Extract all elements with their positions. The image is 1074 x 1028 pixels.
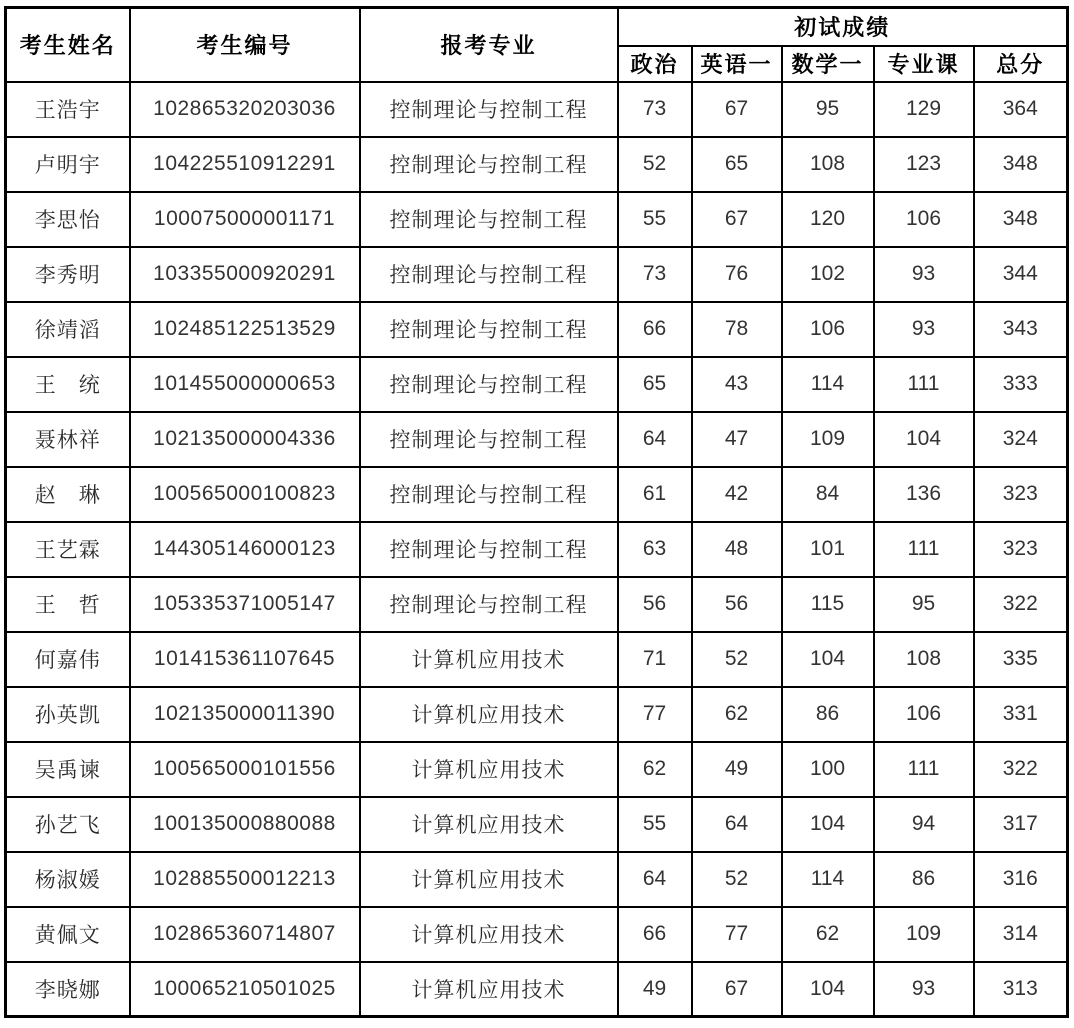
cell-candidate-name: 孙艺飞 <box>6 797 130 852</box>
cell-candidate-name: 李思怡 <box>6 192 130 247</box>
column-group-header-initial-exam-scores: 初试成绩 <box>618 8 1068 46</box>
cell-major-course-score: 111 <box>874 357 974 412</box>
cell-applied-major: 控制理论与控制工程 <box>360 82 618 137</box>
cell-math-score: 62 <box>782 907 874 962</box>
cell-applied-major: 控制理论与控制工程 <box>360 357 618 412</box>
cell-candidate-id: 101415361107645 <box>130 632 360 687</box>
cell-english-score: 48 <box>692 522 782 577</box>
cell-politics-score: 64 <box>618 852 692 907</box>
column-header-major-course: 专业课 <box>874 46 974 82</box>
cell-applied-major: 控制理论与控制工程 <box>360 247 618 302</box>
cell-total-score: 313 <box>974 962 1068 1017</box>
cell-major-course-score: 136 <box>874 467 974 522</box>
cell-applied-major: 控制理论与控制工程 <box>360 412 618 467</box>
cell-math-score: 120 <box>782 192 874 247</box>
cell-politics-score: 77 <box>618 687 692 742</box>
cell-total-score: 333 <box>974 357 1068 412</box>
cell-candidate-name: 吴禹谏 <box>6 742 130 797</box>
cell-politics-score: 49 <box>618 962 692 1017</box>
cell-candidate-name: 王艺霖 <box>6 522 130 577</box>
cell-candidate-name: 黄佩文 <box>6 907 130 962</box>
cell-math-score: 115 <box>782 577 874 632</box>
cell-candidate-name: 徐靖滔 <box>6 302 130 357</box>
cell-major-course-score: 106 <box>874 192 974 247</box>
cell-candidate-id: 100565000100823 <box>130 467 360 522</box>
cell-politics-score: 62 <box>618 742 692 797</box>
cell-major-course-score: 129 <box>874 82 974 137</box>
cell-math-score: 104 <box>782 962 874 1017</box>
table-row <box>6 577 1068 632</box>
cell-english-score: 67 <box>692 82 782 137</box>
cell-english-score: 43 <box>692 357 782 412</box>
cell-total-score: 324 <box>974 412 1068 467</box>
column-header-total-score: 总分 <box>974 46 1068 82</box>
cell-math-score: 100 <box>782 742 874 797</box>
table-row <box>6 302 1068 357</box>
cell-applied-major: 计算机应用技术 <box>360 962 618 1017</box>
column-header-candidate-name: 考生姓名 <box>6 8 130 82</box>
cell-candidate-id: 102485122513529 <box>130 302 360 357</box>
table-row <box>6 522 1068 577</box>
cell-total-score: 343 <box>974 302 1068 357</box>
cell-politics-score: 65 <box>618 357 692 412</box>
cell-major-course-score: 111 <box>874 522 974 577</box>
cell-english-score: 76 <box>692 247 782 302</box>
cell-candidate-name: 李晓娜 <box>6 962 130 1017</box>
cell-math-score: 109 <box>782 412 874 467</box>
exam-results-table <box>4 6 1069 1018</box>
cell-candidate-id: 100135000880088 <box>130 797 360 852</box>
cell-politics-score: 73 <box>618 247 692 302</box>
cell-candidate-id: 100065210501025 <box>130 962 360 1017</box>
cell-english-score: 62 <box>692 687 782 742</box>
cell-politics-score: 61 <box>618 467 692 522</box>
table-row <box>6 797 1068 852</box>
cell-major-course-score: 109 <box>874 907 974 962</box>
cell-candidate-name: 王 统 <box>6 357 130 412</box>
cell-math-score: 95 <box>782 82 874 137</box>
cell-math-score: 104 <box>782 797 874 852</box>
cell-english-score: 56 <box>692 577 782 632</box>
cell-total-score: 335 <box>974 632 1068 687</box>
cell-candidate-name: 孙英凯 <box>6 687 130 742</box>
cell-applied-major: 计算机应用技术 <box>360 687 618 742</box>
cell-major-course-score: 123 <box>874 137 974 192</box>
cell-candidate-id: 104225510912291 <box>130 137 360 192</box>
cell-applied-major: 计算机应用技术 <box>360 742 618 797</box>
table-row <box>6 907 1068 962</box>
cell-english-score: 67 <box>692 192 782 247</box>
header-row-group <box>6 8 1068 46</box>
cell-total-score: 348 <box>974 192 1068 247</box>
cell-applied-major: 控制理论与控制工程 <box>360 522 618 577</box>
cell-total-score: 316 <box>974 852 1068 907</box>
table-row <box>6 632 1068 687</box>
cell-total-score: 317 <box>974 797 1068 852</box>
cell-english-score: 64 <box>692 797 782 852</box>
cell-english-score: 49 <box>692 742 782 797</box>
column-header-math-one: 数学一 <box>782 46 874 82</box>
cell-total-score: 344 <box>974 247 1068 302</box>
table-row <box>6 962 1068 1017</box>
table-row <box>6 192 1068 247</box>
cell-politics-score: 71 <box>618 632 692 687</box>
cell-candidate-name: 李秀明 <box>6 247 130 302</box>
cell-candidate-id: 102135000004336 <box>130 412 360 467</box>
cell-total-score: 364 <box>974 82 1068 137</box>
cell-applied-major: 计算机应用技术 <box>360 852 618 907</box>
cell-applied-major: 计算机应用技术 <box>360 632 618 687</box>
cell-math-score: 106 <box>782 302 874 357</box>
cell-politics-score: 64 <box>618 412 692 467</box>
cell-english-score: 67 <box>692 962 782 1017</box>
table-row <box>6 82 1068 137</box>
cell-major-course-score: 94 <box>874 797 974 852</box>
cell-candidate-name: 何嘉伟 <box>6 632 130 687</box>
cell-applied-major: 控制理论与控制工程 <box>360 467 618 522</box>
cell-major-course-score: 86 <box>874 852 974 907</box>
cell-politics-score: 66 <box>618 302 692 357</box>
cell-math-score: 114 <box>782 852 874 907</box>
cell-english-score: 78 <box>692 302 782 357</box>
cell-applied-major: 计算机应用技术 <box>360 797 618 852</box>
cell-total-score: 323 <box>974 467 1068 522</box>
cell-politics-score: 55 <box>618 192 692 247</box>
cell-candidate-id: 100075000001171 <box>130 192 360 247</box>
cell-math-score: 102 <box>782 247 874 302</box>
cell-math-score: 101 <box>782 522 874 577</box>
table-row <box>6 247 1068 302</box>
cell-english-score: 42 <box>692 467 782 522</box>
cell-applied-major: 计算机应用技术 <box>360 907 618 962</box>
cell-candidate-id: 102135000011390 <box>130 687 360 742</box>
cell-english-score: 77 <box>692 907 782 962</box>
cell-candidate-name: 卢明宇 <box>6 137 130 192</box>
cell-major-course-score: 93 <box>874 302 974 357</box>
cell-math-score: 114 <box>782 357 874 412</box>
cell-total-score: 322 <box>974 577 1068 632</box>
cell-candidate-id: 103355000920291 <box>130 247 360 302</box>
cell-candidate-id: 101455000000653 <box>130 357 360 412</box>
table-row <box>6 687 1068 742</box>
table-row <box>6 467 1068 522</box>
cell-candidate-name: 聂林祥 <box>6 412 130 467</box>
column-header-politics: 政治 <box>618 46 692 82</box>
cell-applied-major: 控制理论与控制工程 <box>360 192 618 247</box>
table-row <box>6 357 1068 412</box>
cell-candidate-id: 102865360714807 <box>130 907 360 962</box>
table-row <box>6 852 1068 907</box>
cell-candidate-name: 杨淑媛 <box>6 852 130 907</box>
cell-applied-major: 控制理论与控制工程 <box>360 137 618 192</box>
cell-candidate-id: 105335371005147 <box>130 577 360 632</box>
table-body <box>6 82 1068 1017</box>
cell-politics-score: 56 <box>618 577 692 632</box>
cell-total-score: 322 <box>974 742 1068 797</box>
cell-politics-score: 55 <box>618 797 692 852</box>
cell-math-score: 108 <box>782 137 874 192</box>
cell-total-score: 314 <box>974 907 1068 962</box>
cell-major-course-score: 108 <box>874 632 974 687</box>
table-row <box>6 742 1068 797</box>
cell-candidate-id: 102865320203036 <box>130 82 360 137</box>
cell-english-score: 65 <box>692 137 782 192</box>
column-header-english-one: 英语一 <box>692 46 782 82</box>
cell-major-course-score: 93 <box>874 962 974 1017</box>
cell-candidate-id: 100565000101556 <box>130 742 360 797</box>
cell-major-course-score: 106 <box>874 687 974 742</box>
cell-english-score: 52 <box>692 632 782 687</box>
table-row <box>6 412 1068 467</box>
cell-total-score: 348 <box>974 137 1068 192</box>
cell-major-course-score: 111 <box>874 742 974 797</box>
cell-politics-score: 66 <box>618 907 692 962</box>
cell-politics-score: 52 <box>618 137 692 192</box>
cell-major-course-score: 95 <box>874 577 974 632</box>
cell-candidate-name: 王 哲 <box>6 577 130 632</box>
cell-politics-score: 63 <box>618 522 692 577</box>
column-header-applied-major: 报考专业 <box>360 8 618 82</box>
cell-major-course-score: 93 <box>874 247 974 302</box>
cell-total-score: 331 <box>974 687 1068 742</box>
cell-candidate-id: 144305146000123 <box>130 522 360 577</box>
cell-candidate-name: 王浩宇 <box>6 82 130 137</box>
cell-applied-major: 控制理论与控制工程 <box>360 302 618 357</box>
cell-applied-major: 控制理论与控制工程 <box>360 577 618 632</box>
table-row <box>6 137 1068 192</box>
cell-politics-score: 73 <box>618 82 692 137</box>
cell-major-course-score: 104 <box>874 412 974 467</box>
column-header-candidate-id: 考生编号 <box>130 8 360 82</box>
cell-total-score: 323 <box>974 522 1068 577</box>
cell-math-score: 86 <box>782 687 874 742</box>
cell-math-score: 104 <box>782 632 874 687</box>
cell-english-score: 52 <box>692 852 782 907</box>
cell-english-score: 47 <box>692 412 782 467</box>
cell-math-score: 84 <box>782 467 874 522</box>
cell-candidate-name: 赵 琳 <box>6 467 130 522</box>
cell-candidate-id: 102885500012213 <box>130 852 360 907</box>
